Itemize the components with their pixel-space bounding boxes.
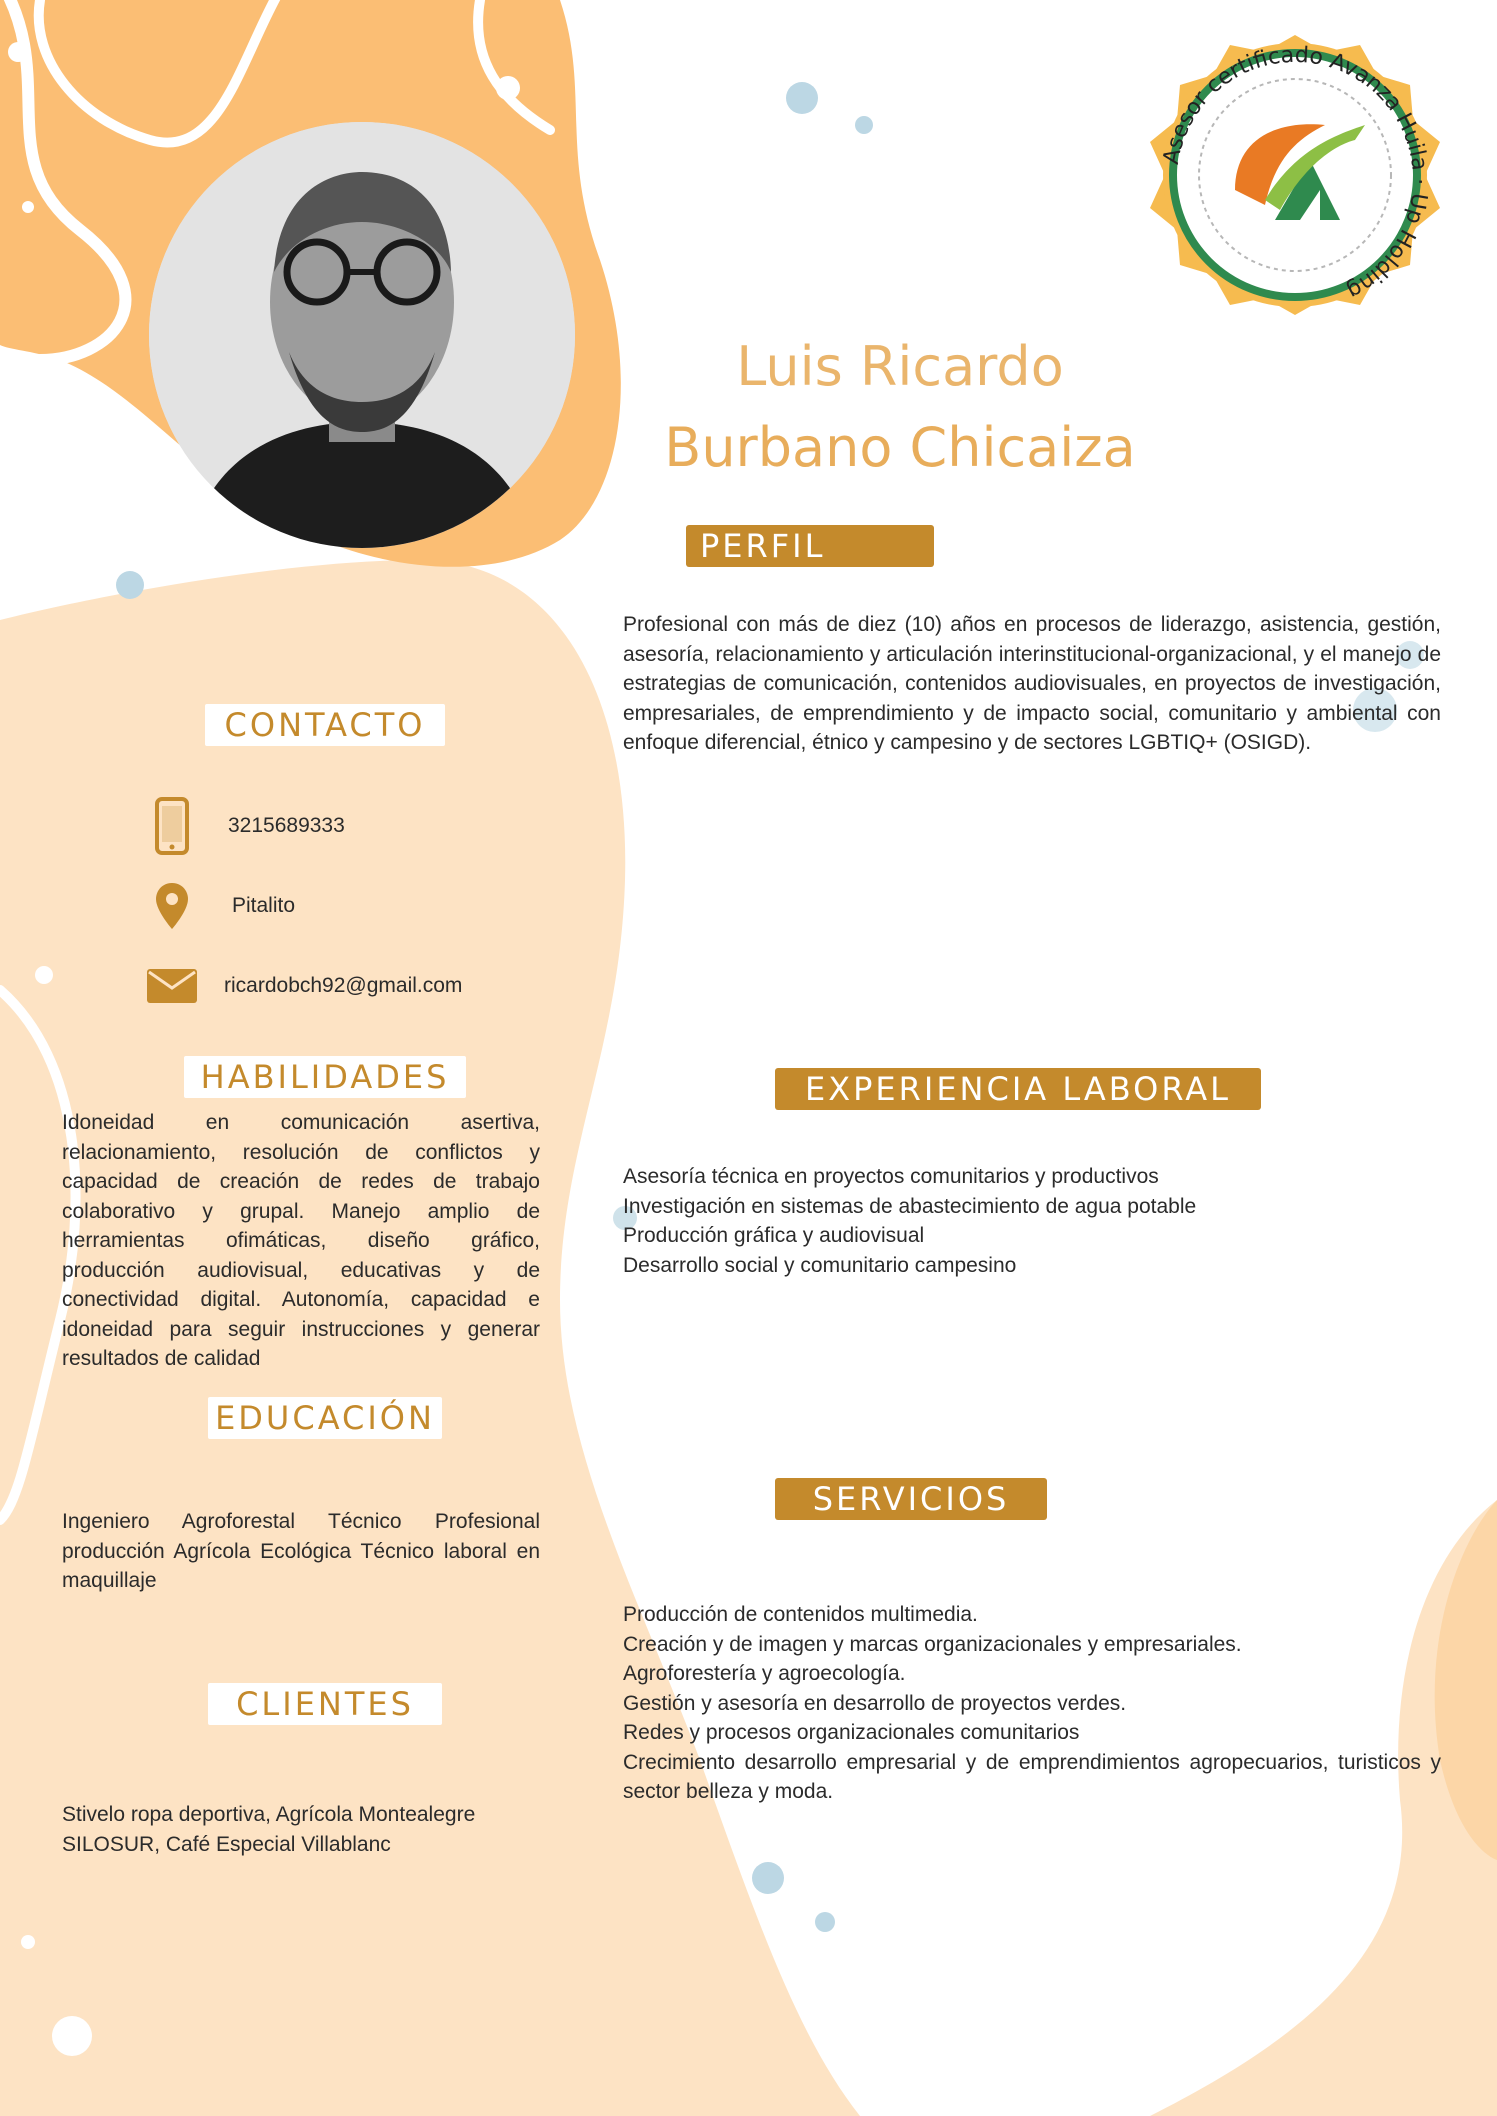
servicios-heading: SERVICIOS (775, 1478, 1047, 1520)
list-item: Redes y procesos organizacionales comunitarios (623, 1721, 1080, 1744)
experiencia-heading: EXPERIENCIA LABORAL (775, 1068, 1261, 1110)
contact-phone-row (140, 796, 345, 856)
perfil-heading: PERFIL (686, 525, 934, 567)
perfil-text: Profesional con más de diez (10) años en procesos de liderazgo, asistencia, gestión, asesoría, relacionamiento y articulación interinstitucional-organizacional, y el manejo de estrategias de comunicación, contenidos audiovisuales, en proyectos de investigación, empresariales, de emprendimiento y de impacto social, comunitario y ambiental con enfoque diferencial, étnico y campesino y de sectores LGBTIQ+ (OSIGD). (623, 613, 1441, 754)
list-item: Desarrollo social y comunitario campesino (623, 1253, 1017, 1277)
list-item: Producción de contenidos multimedia. (623, 1603, 978, 1626)
list-item: Asesoría técnica en proyectos comunitarios y productivos (623, 1165, 1159, 1188)
seal-text: Asesor certificado Avanza Huila · Up Holding (1159, 42, 1433, 304)
last-name: Burbano Chicaiza (664, 416, 1136, 479)
bottom-right-blob (1150, 1500, 1497, 2116)
mail-icon (140, 956, 204, 1016)
servicios-list (623, 1600, 1441, 1807)
clientes-heading: CLIENTES (208, 1683, 442, 1725)
contact-email[interactable]: ricardobch92@gmail.com (224, 974, 463, 997)
phone-icon (140, 796, 204, 856)
contact-location-row (140, 876, 295, 936)
certification-seal (1125, 30, 1465, 330)
habilidades-heading: HABILIDADES (184, 1056, 466, 1098)
list-item: Agroforestería y agroecología. (623, 1662, 906, 1685)
contact-phone: 3215689333 (228, 814, 345, 837)
list-item: Investigación en sistemas de abastecimiento de agua potable (623, 1194, 1197, 1218)
location-pin-icon (140, 876, 204, 936)
educacion-text: Ingeniero Agroforestal Técnico Profesional producción Agrícola Ecológica Técnico laboral en maquillaje (62, 1510, 540, 1592)
experiencia-list (623, 1162, 1441, 1280)
list-item: Creación y de imagen y marcas organizacionales y empresariales. (623, 1632, 1242, 1656)
list-item: Producción gráfica y audiovisual (623, 1224, 925, 1247)
contacto-heading: CONTACTO (205, 704, 445, 746)
educacion-heading: EDUCACIÓN (208, 1397, 442, 1439)
habilidades-text: Idoneidad en comunicación asertiva, relacionamiento, resolución de conflictos y capacidad de creación de redes de trabajo colaborativo y grupal. Manejo amplio de herramientas ofimáticas, diseño gráfico, producción audiovisual, educativas y de conectividad digital. Autonomía, capacidad e idoneidad para seguir instrucciones y generar resultados de calidad (62, 1111, 540, 1370)
clientes-text: Stivelo ropa deportiva, Agrícola Montealegre SILOSUR, Café Especial Villablanc (62, 1803, 476, 1856)
profile-photo (149, 122, 575, 548)
contact-email-row (140, 956, 462, 1016)
contact-location: Pitalito (232, 894, 296, 917)
first-name: Luis Ricardo (736, 335, 1064, 398)
list-item: Crecimiento desarrollo empresarial y de emprendimientos agropecuarios, turisticos y sector belleza y moda. (623, 1750, 1441, 1803)
list-item: Gestión y asesoría en desarrollo de proyectos verdes. (623, 1691, 1127, 1715)
